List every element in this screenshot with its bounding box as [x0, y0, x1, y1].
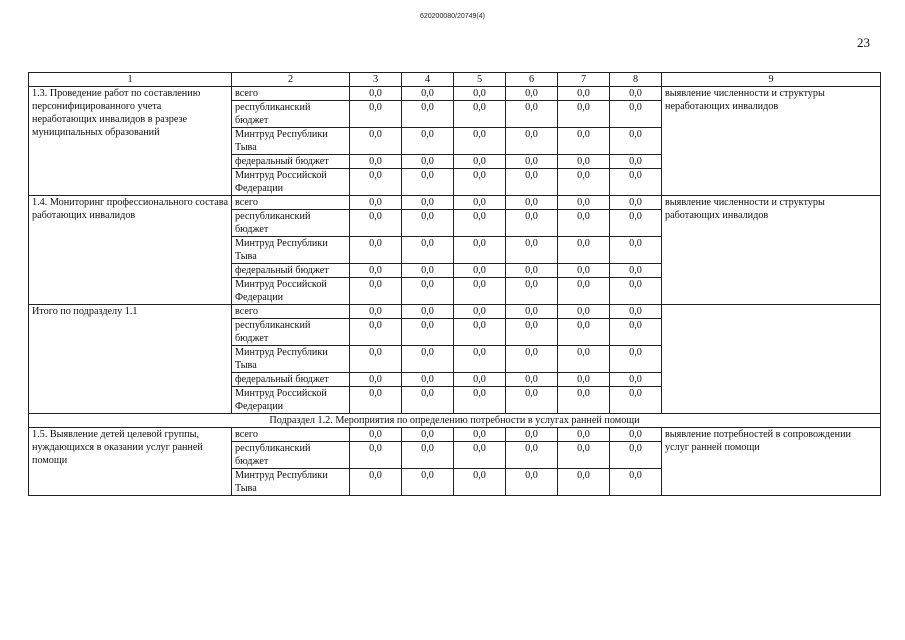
document-id: 620200080/20749(4) — [419, 13, 485, 20]
value-cell: 0,0 — [350, 319, 402, 346]
value-cell: 0,0 — [610, 169, 662, 196]
value-cell: 0,0 — [454, 469, 506, 496]
value-cell: 0,0 — [350, 428, 402, 442]
value-cell: 0,0 — [506, 387, 558, 414]
value-cell: 0,0 — [610, 237, 662, 264]
value-cell: 0,0 — [558, 101, 610, 128]
expected-result — [662, 305, 881, 414]
value-cell: 0,0 — [610, 155, 662, 169]
value-cell: 0,0 — [558, 210, 610, 237]
funding-source: Минтруд Российской Федерации — [232, 169, 350, 196]
value-cell: 0,0 — [350, 128, 402, 155]
value-cell: 0,0 — [610, 210, 662, 237]
value-cell: 0,0 — [558, 196, 610, 210]
value-cell: 0,0 — [350, 169, 402, 196]
column-header: 1 — [29, 73, 232, 87]
value-cell: 0,0 — [506, 428, 558, 442]
activity-title: 1.5. Выявление детей целевой группы, нуждающихся в оказании услуг ранней помощи — [29, 428, 232, 496]
value-cell: 0,0 — [506, 128, 558, 155]
value-cell: 0,0 — [610, 196, 662, 210]
value-cell: 0,0 — [454, 278, 506, 305]
column-number-row — [29, 73, 881, 87]
value-cell: 0,0 — [350, 210, 402, 237]
funding-source: Минтруд Республики Тыва — [232, 469, 350, 496]
value-cell: 0,0 — [402, 155, 454, 169]
value-cell: 0,0 — [454, 442, 506, 469]
value-cell: 0,0 — [506, 373, 558, 387]
value-cell: 0,0 — [558, 169, 610, 196]
subsection-title: Подраздел 1.2. Мероприятия по определению потребности в услугах ранней помощи — [29, 414, 881, 428]
value-cell: 0,0 — [402, 387, 454, 414]
value-cell: 0,0 — [558, 155, 610, 169]
value-cell: 0,0 — [610, 346, 662, 373]
value-cell: 0,0 — [402, 278, 454, 305]
value-cell: 0,0 — [454, 346, 506, 373]
table-row — [29, 305, 881, 319]
value-cell: 0,0 — [610, 128, 662, 155]
value-cell: 0,0 — [506, 469, 558, 496]
value-cell: 0,0 — [558, 442, 610, 469]
funding-source: Минтруд Российской Федерации — [232, 278, 350, 305]
value-cell: 0,0 — [610, 305, 662, 319]
value-cell: 0,0 — [454, 237, 506, 264]
value-cell: 0,0 — [350, 196, 402, 210]
value-cell: 0,0 — [610, 319, 662, 346]
value-cell: 0,0 — [558, 373, 610, 387]
value-cell: 0,0 — [402, 101, 454, 128]
column-header: 8 — [610, 73, 662, 87]
value-cell: 0,0 — [506, 155, 558, 169]
value-cell: 0,0 — [506, 278, 558, 305]
value-cell: 0,0 — [610, 264, 662, 278]
value-cell: 0,0 — [350, 305, 402, 319]
value-cell: 0,0 — [350, 237, 402, 264]
value-cell: 0,0 — [506, 442, 558, 469]
value-cell: 0,0 — [558, 346, 610, 373]
value-cell: 0,0 — [454, 87, 506, 101]
value-cell: 0,0 — [610, 428, 662, 442]
funding-source: федеральный бюджет — [232, 155, 350, 169]
value-cell: 0,0 — [454, 387, 506, 414]
value-cell: 0,0 — [506, 264, 558, 278]
value-cell: 0,0 — [402, 305, 454, 319]
value-cell: 0,0 — [350, 101, 402, 128]
value-cell: 0,0 — [350, 87, 402, 101]
table-row — [29, 428, 881, 442]
value-cell: 0,0 — [506, 305, 558, 319]
page-number: 23 — [857, 35, 870, 50]
value-cell: 0,0 — [506, 210, 558, 237]
value-cell: 0,0 — [402, 237, 454, 264]
funding-source: федеральный бюджет — [232, 373, 350, 387]
value-cell: 0,0 — [350, 387, 402, 414]
value-cell: 0,0 — [350, 264, 402, 278]
funding-source: республиканский бюджет — [232, 101, 350, 128]
value-cell: 0,0 — [402, 469, 454, 496]
value-cell: 0,0 — [350, 442, 402, 469]
expected-result: выявление численности и структуры неработающих инвалидов — [662, 87, 881, 196]
value-cell: 0,0 — [350, 346, 402, 373]
value-cell: 0,0 — [610, 387, 662, 414]
value-cell: 0,0 — [402, 442, 454, 469]
funding-source: федеральный бюджет — [232, 264, 350, 278]
value-cell: 0,0 — [454, 196, 506, 210]
value-cell: 0,0 — [506, 101, 558, 128]
activities-table — [28, 72, 881, 496]
value-cell: 0,0 — [402, 87, 454, 101]
funding-source: всего — [232, 428, 350, 442]
funding-source: Минтруд Республики Тыва — [232, 128, 350, 155]
value-cell: 0,0 — [402, 128, 454, 155]
value-cell: 0,0 — [558, 278, 610, 305]
subtotal-title: Итого по подразделу 1.1 — [29, 305, 232, 414]
table-row — [29, 196, 881, 210]
funding-source: республиканский бюджет — [232, 442, 350, 469]
value-cell: 0,0 — [402, 169, 454, 196]
column-header: 7 — [558, 73, 610, 87]
subsection-row — [29, 414, 881, 428]
value-cell: 0,0 — [402, 428, 454, 442]
value-cell: 0,0 — [350, 278, 402, 305]
funding-source: всего — [232, 196, 350, 210]
value-cell: 0,0 — [402, 196, 454, 210]
value-cell: 0,0 — [402, 210, 454, 237]
value-cell: 0,0 — [558, 128, 610, 155]
value-cell: 0,0 — [506, 346, 558, 373]
value-cell: 0,0 — [350, 373, 402, 387]
funding-source: Минтруд Республики Тыва — [232, 346, 350, 373]
funding-source: всего — [232, 305, 350, 319]
activity-title: 1.4. Мониторинг профессионального состава работающих инвалидов — [29, 196, 232, 305]
value-cell: 0,0 — [558, 469, 610, 496]
value-cell: 0,0 — [610, 469, 662, 496]
value-cell: 0,0 — [558, 87, 610, 101]
value-cell: 0,0 — [610, 278, 662, 305]
value-cell: 0,0 — [454, 210, 506, 237]
activity-title: 1.3. Проведение работ по составлению персонифицированного учета неработающих инвалидов в разрезе муниципальных образований — [29, 87, 232, 196]
value-cell: 0,0 — [506, 237, 558, 264]
column-header: 6 — [506, 73, 558, 87]
value-cell: 0,0 — [350, 155, 402, 169]
funding-source: республиканский бюджет — [232, 319, 350, 346]
value-cell: 0,0 — [454, 373, 506, 387]
funding-source: республиканский бюджет — [232, 210, 350, 237]
funding-source: Минтруд Российской Федерации — [232, 387, 350, 414]
value-cell: 0,0 — [454, 264, 506, 278]
value-cell: 0,0 — [454, 319, 506, 346]
value-cell: 0,0 — [558, 428, 610, 442]
value-cell: 0,0 — [610, 442, 662, 469]
value-cell: 0,0 — [402, 264, 454, 278]
value-cell: 0,0 — [454, 155, 506, 169]
column-header: 5 — [454, 73, 506, 87]
value-cell: 0,0 — [558, 264, 610, 278]
value-cell: 0,0 — [402, 373, 454, 387]
column-header: 4 — [402, 73, 454, 87]
value-cell: 0,0 — [402, 319, 454, 346]
value-cell: 0,0 — [558, 387, 610, 414]
value-cell: 0,0 — [558, 237, 610, 264]
value-cell: 0,0 — [454, 128, 506, 155]
value-cell: 0,0 — [558, 305, 610, 319]
table-row — [29, 87, 881, 101]
value-cell: 0,0 — [402, 346, 454, 373]
value-cell: 0,0 — [506, 196, 558, 210]
value-cell: 0,0 — [350, 469, 402, 496]
value-cell: 0,0 — [610, 373, 662, 387]
expected-result: выявление потребностей в сопровождении услуг ранней помощи — [662, 428, 881, 496]
column-header: 9 — [662, 73, 881, 87]
value-cell: 0,0 — [610, 87, 662, 101]
column-header: 2 — [232, 73, 350, 87]
value-cell: 0,0 — [506, 87, 558, 101]
expected-result: выявление численности и структуры работающих инвалидов — [662, 196, 881, 305]
value-cell: 0,0 — [454, 305, 506, 319]
value-cell: 0,0 — [454, 169, 506, 196]
value-cell: 0,0 — [610, 101, 662, 128]
funding-source: всего — [232, 87, 350, 101]
value-cell: 0,0 — [454, 428, 506, 442]
funding-source: Минтруд Республики Тыва — [232, 237, 350, 264]
value-cell: 0,0 — [454, 101, 506, 128]
value-cell: 0,0 — [558, 319, 610, 346]
value-cell: 0,0 — [506, 169, 558, 196]
column-header: 3 — [350, 73, 402, 87]
value-cell: 0,0 — [506, 319, 558, 346]
